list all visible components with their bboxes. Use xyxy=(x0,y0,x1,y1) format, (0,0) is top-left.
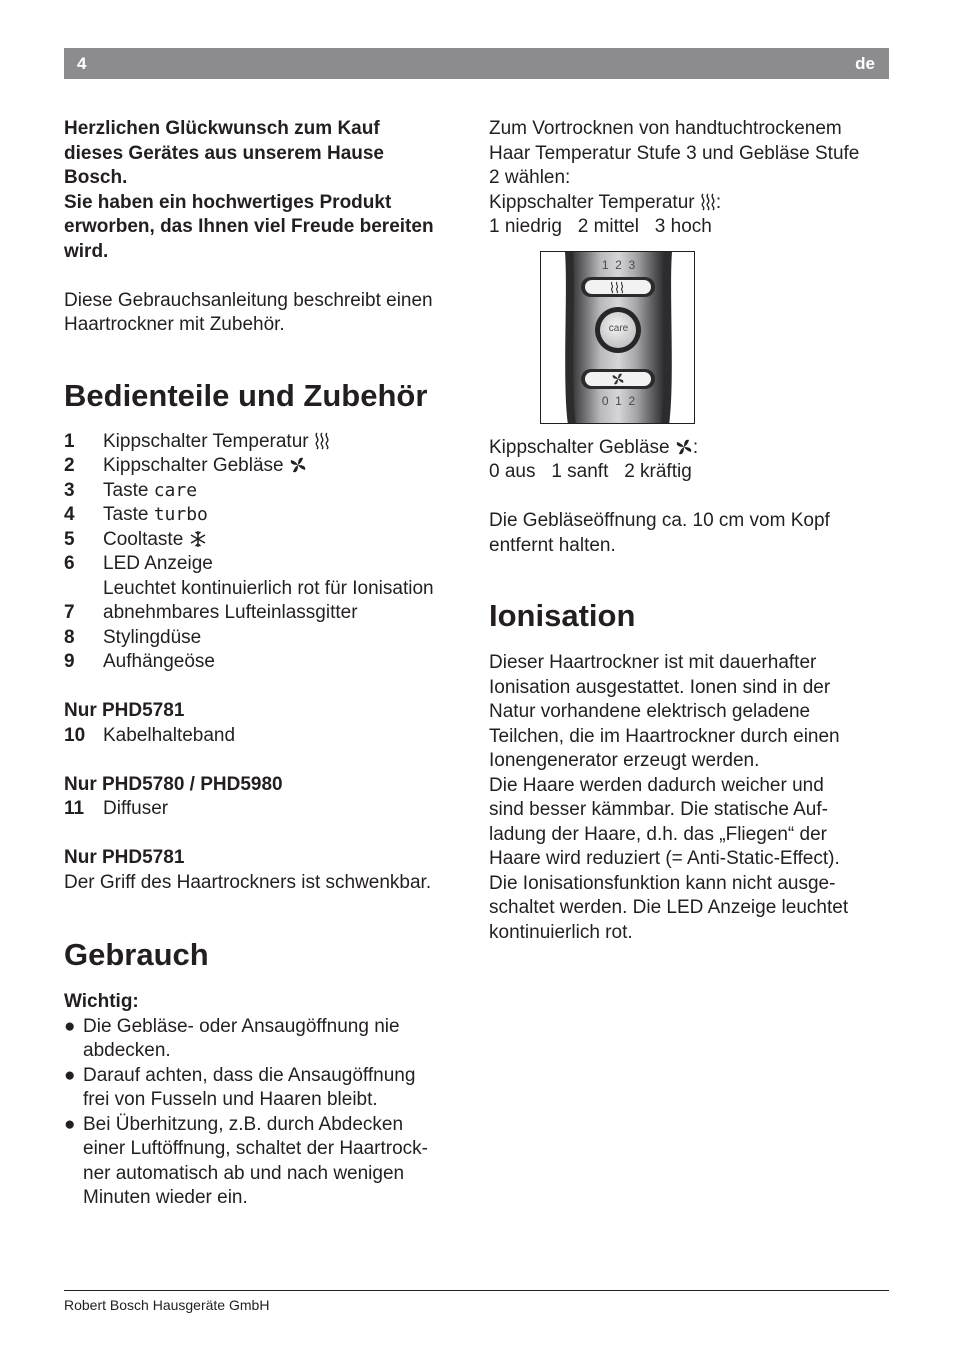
usage-bullets xyxy=(64,1015,464,1211)
item-keyword: turbo xyxy=(153,504,208,525)
fan-levels: 0 aus 1 sanft 2 kräftig xyxy=(489,461,692,482)
intro-text-line: Haartrockner mit Zubehör. xyxy=(64,314,285,335)
list-item xyxy=(64,797,464,822)
list-item xyxy=(64,503,464,528)
list-item xyxy=(64,626,464,651)
item-label: Kippschalter Gebläse xyxy=(103,455,284,476)
intro-bold-line: Sie haben ein hochwertiges Produkt xyxy=(64,191,392,213)
footer-company: Robert Bosch Hausgeräte GmbH xyxy=(64,1297,270,1313)
page-number: 4 xyxy=(77,54,87,73)
list-item xyxy=(64,552,464,577)
bullet-line: Die Gebläse- oder Ansaugöffnung nie xyxy=(83,1015,400,1037)
heat-icon xyxy=(314,431,330,450)
bullet-line: abdecken. xyxy=(83,1040,171,1061)
item-number: 5 xyxy=(64,528,75,550)
ionisation-line: Natur vorhandene elektrisch geladene xyxy=(489,701,811,722)
pre-dry-line: Haar Temperatur Stufe 3 und Gebläse Stufe xyxy=(489,142,860,164)
header-bar xyxy=(64,48,889,79)
intro-bold-line: dieses Gerätes aus unserem Hause xyxy=(64,142,385,164)
ionisation-line: sind besser kämmbar. Die statische Auf- xyxy=(489,799,828,820)
intro-bold-line: Bosch. xyxy=(64,167,128,188)
item-label: LED Anzeige xyxy=(103,553,213,574)
list-item xyxy=(64,601,464,626)
list-item xyxy=(64,650,464,675)
group-title: Nur PHD5780 / PHD5980 xyxy=(64,773,283,795)
bullet-line: einer Luftöffnung, schaltet der Haartrock- xyxy=(83,1138,429,1159)
left-column xyxy=(64,117,464,1211)
distance-line: Die Gebläseöffnung ca. 10 cm vom Kopf xyxy=(489,510,830,531)
fan-switch-label: Kippschalter Gebläse xyxy=(489,436,670,458)
intro-bold-line: erworben, das Ihnen viel Freude bereiten xyxy=(64,216,434,237)
list-item xyxy=(64,724,464,749)
item-label: Kabelhalteband xyxy=(103,724,236,746)
intro-bold xyxy=(64,117,464,264)
list-item xyxy=(64,454,464,479)
bullet-line: Darauf achten, dass die Ansaugöffnung xyxy=(83,1064,416,1086)
controls-list xyxy=(64,430,464,675)
footer-divider xyxy=(64,1290,889,1291)
fan-switch-line: Kippschalter Gebläse : xyxy=(489,436,699,458)
temp-scale-numbers: 1 2 3 xyxy=(601,258,636,272)
ionisation-line: Teilchen, die im Haartrockner durch einen xyxy=(489,725,840,747)
item-number xyxy=(64,577,103,602)
item-number: 1 xyxy=(64,430,75,452)
bullet-icon: ● xyxy=(64,1015,76,1037)
item-label: Diffuser xyxy=(103,798,169,819)
pre-dry-line: Zum Vortrocknen von handtuchtrockenem xyxy=(489,118,842,139)
item-number: 10 xyxy=(64,724,86,746)
item-number: 9 xyxy=(64,651,75,672)
bullet-line: frei von Fusseln und Haaren bleibt. xyxy=(83,1089,378,1110)
bullet-item xyxy=(64,1113,464,1211)
ionisation-line: Die Ionisationsfunktion kann nicht ausge- xyxy=(489,872,836,894)
fan-scale-numbers: 0 1 2 xyxy=(601,394,636,408)
item-keyword: care xyxy=(153,479,198,501)
list-item xyxy=(64,430,464,455)
language-code: de xyxy=(855,54,875,73)
ionisation-line: ladung der Haare, d.h. das „Fliegen“ der xyxy=(489,823,827,845)
intro-text-line: Diese Gebrauchsanleitung beschreibt einen xyxy=(64,289,433,311)
ionisation-line: kontinuierlich rot. xyxy=(489,921,633,943)
ionisation-line: schaltet werden. Die LED Anzeige leuchtet xyxy=(489,897,849,918)
group-title: Nur PHD5781 xyxy=(64,847,185,868)
pre-dry-line: 2 wählen: xyxy=(489,167,571,188)
distance-line: entfernt halten. xyxy=(489,534,616,556)
group-title: Nur PHD5781 xyxy=(64,700,185,721)
bullet-item xyxy=(64,1064,464,1113)
controls-heading: Bedienteile und Zubehör xyxy=(64,377,428,413)
list-item xyxy=(64,479,464,504)
bullet-line: Bei Überhitzung, z.B. durch Abdecken xyxy=(83,1113,404,1135)
temp-switch-line: Kippschalter Temperatur : xyxy=(489,191,722,213)
intro-text xyxy=(64,289,464,338)
control-panel-figure xyxy=(540,251,695,424)
heat-icon xyxy=(700,192,716,211)
ionisation-heading: Ionisation xyxy=(489,598,636,633)
usage-heading: Gebrauch xyxy=(64,937,209,972)
group-text: Der Griff des Haartrockners ist schwenkbar. xyxy=(64,871,432,893)
snowflake-icon xyxy=(189,530,207,548)
ionisation-text xyxy=(489,651,889,945)
ionisation-line: Dieser Haartrockner ist mit dauerhafter xyxy=(489,652,817,673)
bullet-icon: ● xyxy=(64,1064,76,1086)
item-number: 8 xyxy=(64,626,75,648)
ionisation-line: Ionengenerator erzeugt werden. xyxy=(489,750,760,771)
ionisation-line: Ionisation ausgestattet. Ionen sind in der xyxy=(489,676,831,698)
bullet-line: Minuten wieder ein. xyxy=(83,1187,248,1208)
bullet-icon: ● xyxy=(64,1113,76,1135)
item-label: abnehmbares Lufteinlassgitter xyxy=(103,602,358,623)
item-label: Leuchtet kontinuierlich rot für Ionisation xyxy=(103,577,434,599)
list-item xyxy=(64,528,464,553)
item-label: Taste xyxy=(103,504,154,525)
item-label: Cooltaste xyxy=(103,528,184,550)
ionisation-line: Haare wird reduziert (= Anti-Static-Effect). xyxy=(489,848,840,869)
intro-bold-line: wird. xyxy=(64,240,109,262)
item-number: 2 xyxy=(64,455,75,476)
item-number: 7 xyxy=(64,602,75,623)
item-label: Taste xyxy=(103,479,154,501)
item-label: Stylingdüse xyxy=(103,626,202,648)
list-item xyxy=(64,577,464,602)
right-column xyxy=(489,117,889,945)
temp-switch-label: Kippschalter Temperatur xyxy=(489,191,695,213)
item-number: 11 xyxy=(64,798,85,819)
intro-bold-line: Herzlichen Glückwunsch zum Kauf xyxy=(64,118,380,139)
item-label: Kippschalter Temperatur xyxy=(103,430,309,452)
important-label: Wichtig: xyxy=(64,991,139,1012)
item-number: 3 xyxy=(64,479,75,501)
item-label: Aufhängeöse xyxy=(103,651,215,672)
ionisation-line: Die Haare werden dadurch weicher und xyxy=(489,774,824,796)
item-number: 4 xyxy=(64,504,75,525)
care-button-label: care xyxy=(608,323,629,334)
fan-icon xyxy=(675,438,693,456)
bullet-item xyxy=(64,1015,464,1064)
fan-icon xyxy=(289,456,307,474)
temp-levels: 1 niedrig 2 mittel 3 hoch xyxy=(489,216,712,237)
item-number: 6 xyxy=(64,553,75,574)
bullet-line: ner automatisch ab und nach wenigen xyxy=(83,1162,405,1184)
